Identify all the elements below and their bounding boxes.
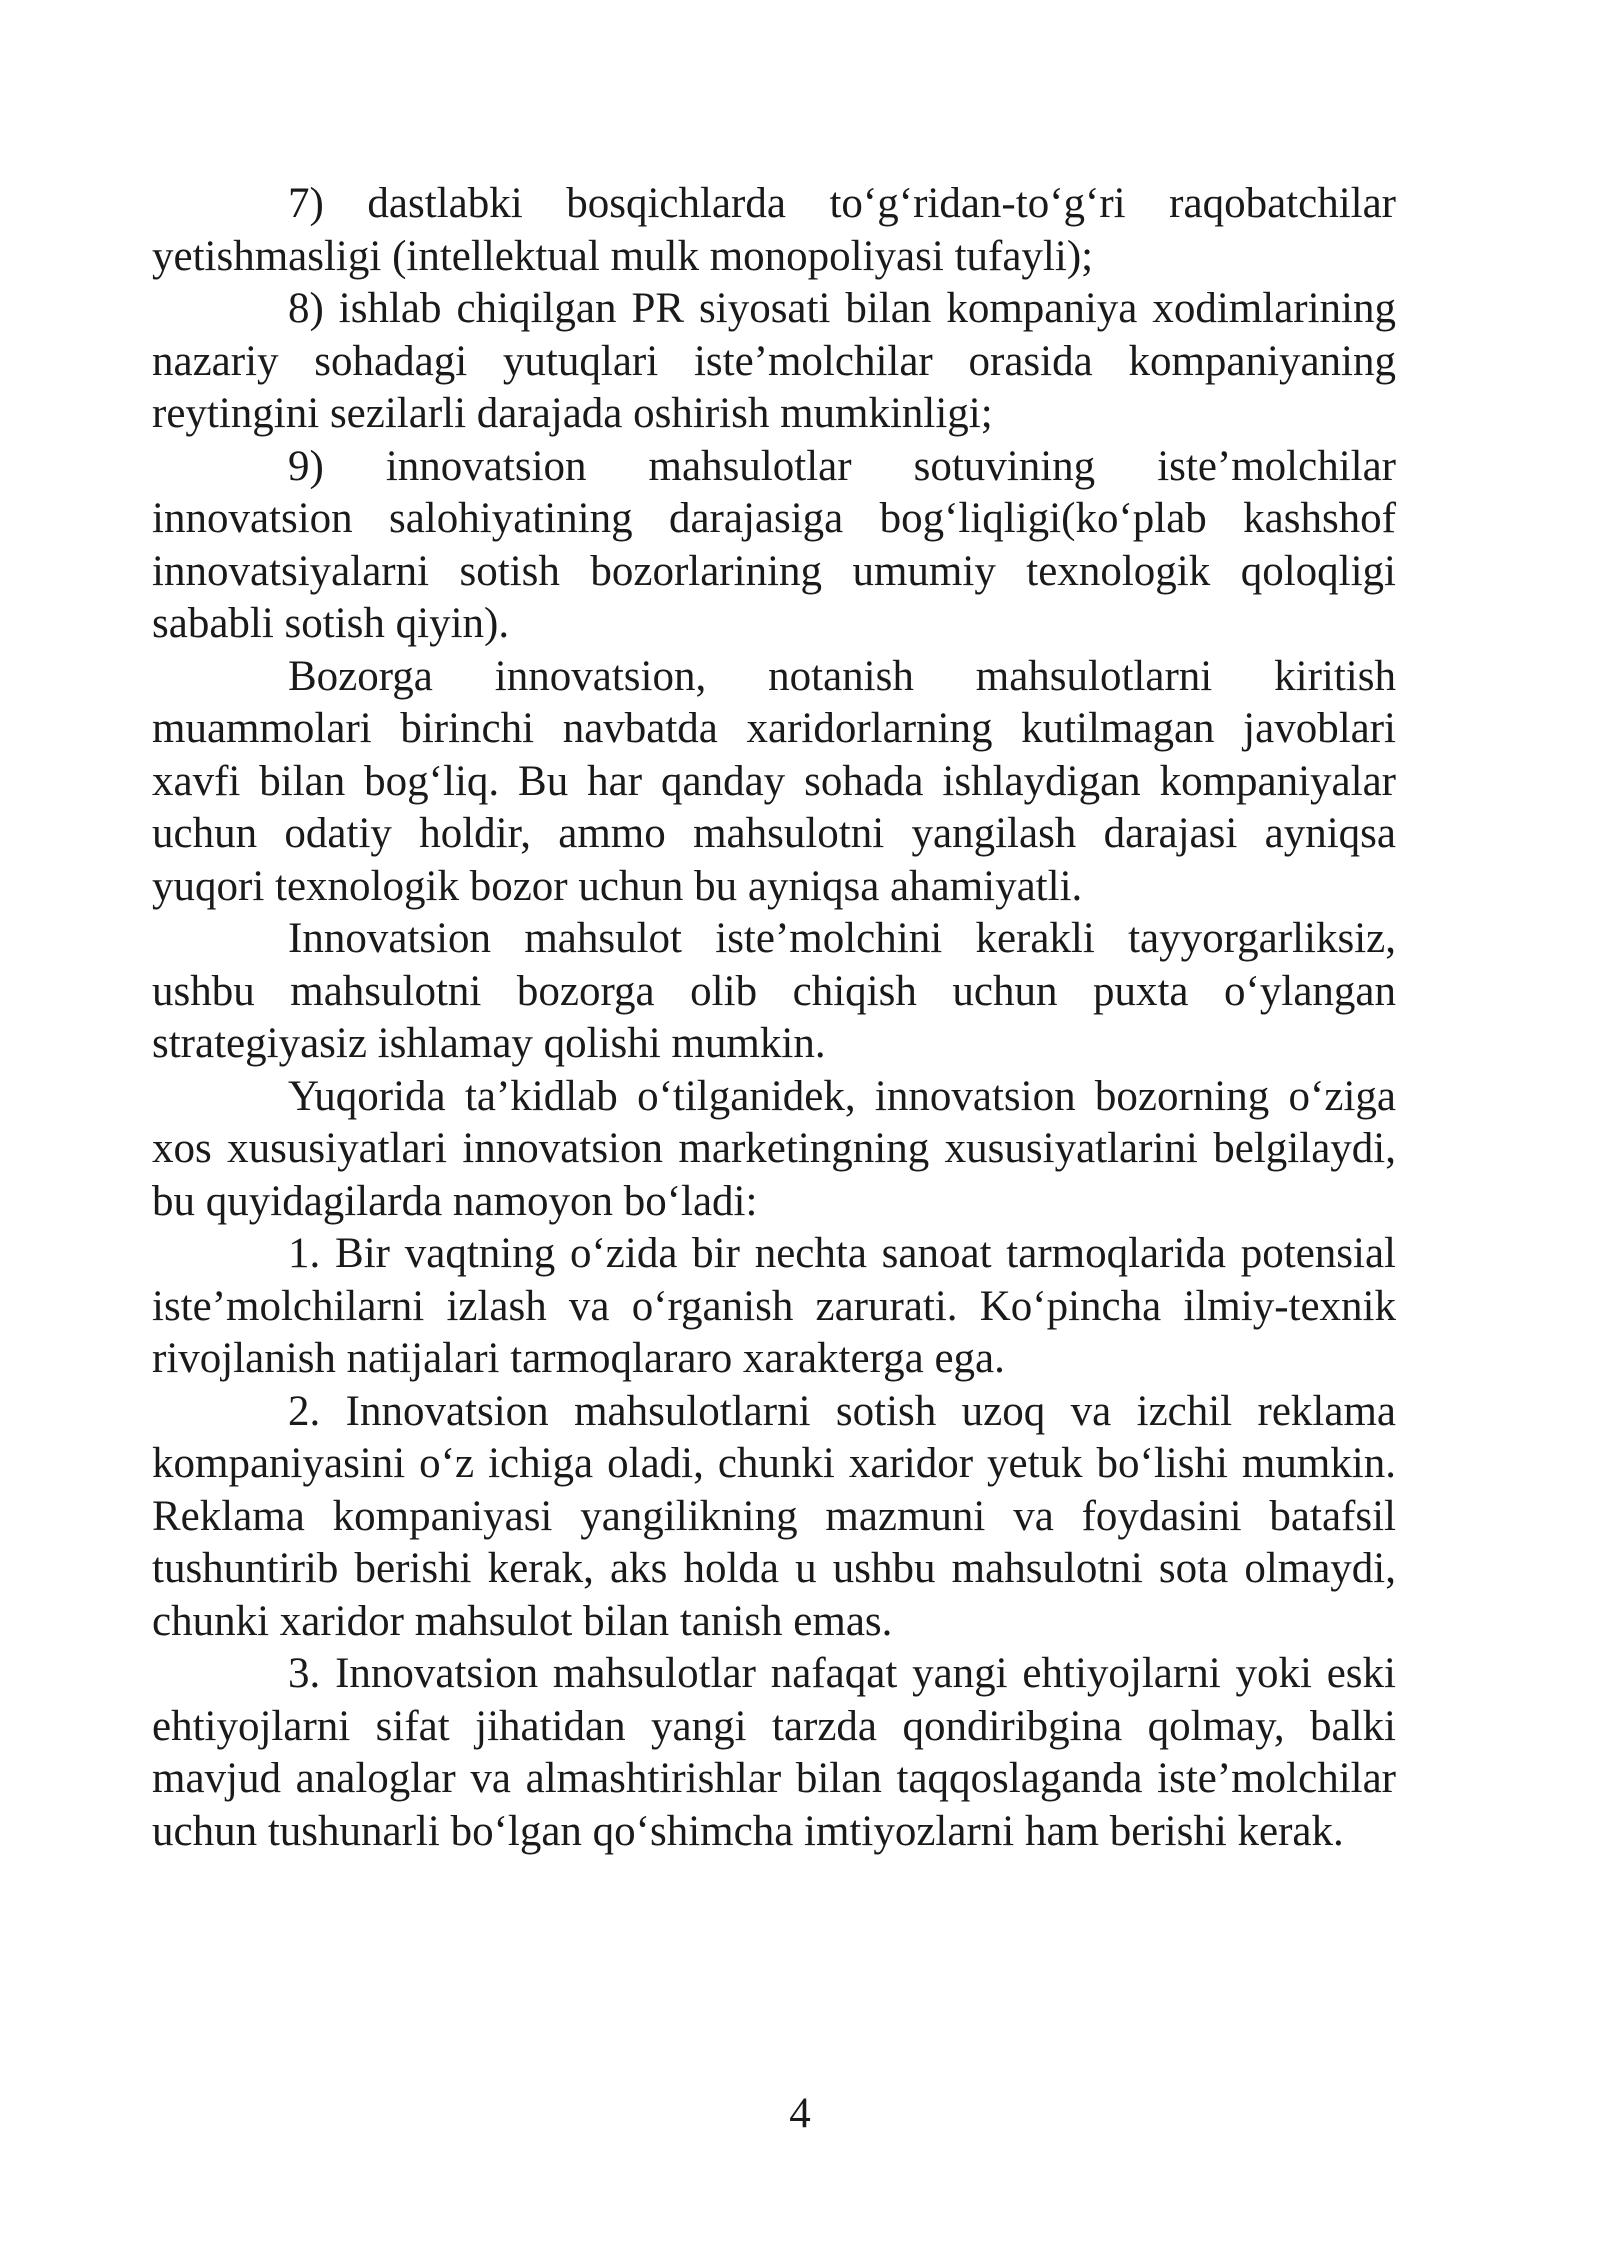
paragraph-market-risks: Bozorga innovatsion, notanish mahsulotlarni kiritish muammolari birinchi navbatda xaridorlarning kutilmagan javoblari xavfi bilan bog‘liq. Bu har qanday sohada ishlaydigan kompaniyalar uchun odatiy holdir, ammo mahsulotni yangilash darajasi ayniqsa yuqori texnologik bozor uchun bu ayniqsa ahamiyatli. [152, 652, 1396, 910]
paragraph-features-intro: Yuqorida ta’kidlab o‘tilganidek, innovatsion bozorning o‘ziga xos xususiyatlari innovatsion marketingning xususiyatlarini belgilaydi, bu quyidagilarda namoyon bo‘ladi: [152, 1072, 1396, 1225]
paragraph-feature-2: 2. Innovatsion mahsulotlarni sotish uzoq va izchil reklama kompaniyasini o‘z ichiga oladi, chunki xaridor yetuk bo‘lishi mumkin. Reklama kompaniyasi yangilikning mazmuni va foydasini batafsil tushuntirib berishi kerak, aks holda u ushbu mahsulotni sota olmaydi, chunki xaridor mahsulot bilan tanish emas. [152, 1387, 1396, 1645]
paragraph-item-8: 8) ishlab chiqilgan PR siyosati bilan kompaniya xodimlarining nazariy sohadagi yutuqlari iste’molchilar orasida kompaniyaning reytingini sezilarli darajada oshirish mumkinligi; [152, 285, 1396, 437]
paragraph-item-7: 7) dastlabki bosqichlarda to‘g‘ridan-to‘g‘ri raqobatchilar yetishmasligi (intellektual mulk monopoliyasi tufayli); [152, 180, 1396, 280]
paragraph-feature-3: 3. Innovatsion mahsulotlar nafaqat yangi ehtiyojlarni yoki eski ehtiyojlarni sifat jihatidan yangi tarzda qondiribgina qolmay, balki mavjud analoglar va almashtirishlar bilan taqqoslaganda iste’molchilar uchun tushunarli bo‘lgan qo‘shimcha imtiyozlarni ham berishi kerak. [152, 1650, 1396, 1855]
page-body [152, 178, 1396, 1858]
page-number: 4 [789, 2090, 811, 2137]
paragraph-strategy: Innovatsion mahsulot iste’molchini kerakli tayyorgarliksiz, ushbu mahsulotni bozorga olib chiqish uchun puxta o‘ylangan strategiyasiz ishlamay qolishi mumkin. [152, 915, 1396, 1067]
paragraph-item-9: 9) innovatsion mahsulotlar sotuvining iste’molchilar innovatsion salohiyatining darajasiga bog‘liqligi(ko‘plab kashshof innovatsiyalarni sotish bozorlarining umumiy texnologik qoloqligi sababli sotish qiyin). [152, 442, 1396, 647]
paragraph-feature-1: 1. Bir vaqtning o‘zida bir nechta sanoat tarmoqlarida potensial iste’molchilarni izlash va o‘rganish zarurati. Ko‘pincha ilmiy-texnik rivojlanish natijalari tarmoqlararo xarakterga ega. [152, 1230, 1396, 1382]
